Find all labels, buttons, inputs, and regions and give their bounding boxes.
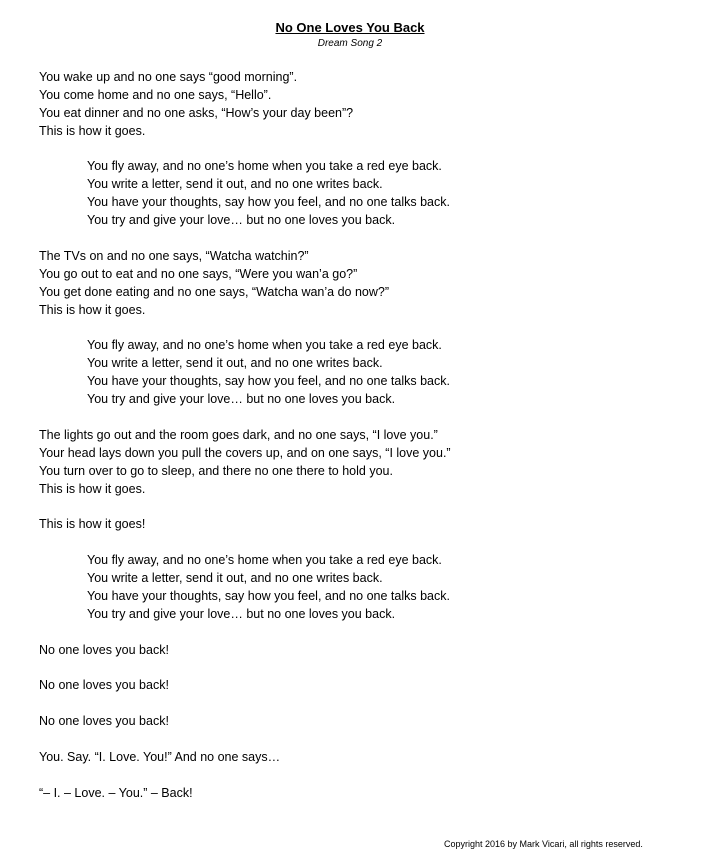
stanza-outro-4	[39, 748, 280, 766]
lyric-line: You write a letter, send it out, and no one writes back.	[87, 571, 383, 585]
lyric-line: This is how it goes.	[39, 124, 146, 138]
song-subtitle: Dream Song 2	[317, 38, 383, 49]
lyric-line: No one loves you back!	[39, 678, 169, 692]
lyric-line: You get done eating and no one says, “Watcha wan’a do now?”	[39, 285, 390, 299]
stanza-outro-2	[39, 676, 169, 694]
stanza-verse-2	[39, 247, 389, 319]
lyric-line: “– I. – Love. – You.” – Back!	[39, 786, 193, 800]
lyric-line: You try and give your love… but no one loves you back.	[87, 213, 396, 227]
lyric-line: This is how it goes!	[39, 517, 146, 531]
stanza-chorus-3	[87, 551, 450, 623]
stanza-bridge	[39, 515, 145, 533]
lyric-line: The lights go out and the room goes dark, and no one says, “I love you.”	[39, 428, 438, 442]
lyric-line: This is how it goes.	[39, 303, 146, 317]
lyric-line: You wake up and no one says “good morning”.	[39, 70, 298, 84]
lyric-line: You try and give your love… but no one loves you back.	[87, 607, 396, 621]
lyric-line: You turn over to go to sleep, and there no one there to hold you.	[39, 464, 393, 478]
lyric-line: You fly away, and no one’s home when you take a red eye back.	[87, 338, 442, 352]
stanza-verse-3	[39, 426, 451, 498]
lyric-line: No one loves you back!	[39, 714, 169, 728]
lyric-line: You eat dinner and no one asks, “How’s your day been”?	[39, 106, 354, 120]
lyric-line: The TVs on and no one says, “Watcha watchin?”	[39, 249, 309, 263]
lyric-line: No one loves you back!	[39, 643, 169, 657]
song-title: No One Loves You Back	[275, 20, 425, 35]
lyric-line: You. Say. “I. Love. You!” And no one says…	[39, 750, 281, 764]
stanza-chorus-2	[87, 336, 450, 408]
lyric-line: You go out to eat and no one says, “Were you wan’a go?”	[39, 267, 358, 281]
stanza-outro-1	[39, 641, 169, 659]
lyric-line: You have your thoughts, say how you feel, and no one talks back.	[87, 374, 450, 388]
lyric-line: You try and give your love… but no one loves you back.	[87, 392, 396, 406]
lyric-line: You write a letter, send it out, and no one writes back.	[87, 356, 383, 370]
lyric-line: Your head lays down you pull the covers up, and on one says, “I love you.”	[39, 446, 451, 460]
copyright-notice: Copyright 2016 by Mark Vicari, all rights reserved.	[444, 839, 643, 849]
stanza-outro-5	[39, 784, 193, 802]
lyric-line: You have your thoughts, say how you feel, and no one talks back.	[87, 589, 450, 603]
lyric-line: You fly away, and no one’s home when you take a red eye back.	[87, 159, 442, 173]
lyric-line: You write a letter, send it out, and no one writes back.	[87, 177, 383, 191]
stanza-outro-3	[39, 712, 169, 730]
stanza-chorus-1	[87, 157, 450, 229]
lyric-line: You fly away, and no one’s home when you take a red eye back.	[87, 553, 442, 567]
stanza-verse-1	[39, 68, 353, 140]
lyric-line: You come home and no one says, “Hello”.	[39, 88, 272, 102]
lyric-line: You have your thoughts, say how you feel, and no one talks back.	[87, 195, 450, 209]
lyric-line: This is how it goes.	[39, 482, 146, 496]
